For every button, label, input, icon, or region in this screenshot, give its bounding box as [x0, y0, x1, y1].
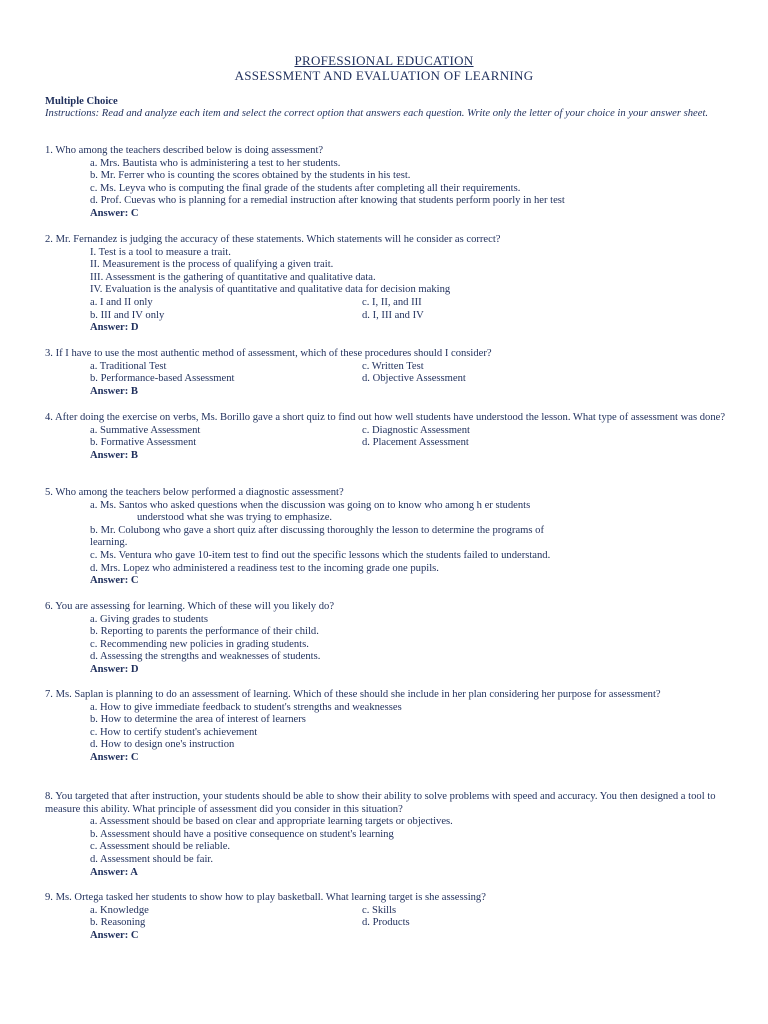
option-continuation: understood what she was trying to emphasize.	[137, 512, 333, 524]
option-row	[45, 905, 735, 918]
option: a. Summative Assessment	[90, 424, 201, 436]
option-row	[45, 437, 735, 450]
question-4	[45, 412, 735, 462]
statement: II. Measurement is the process of qualifying a given trait.	[90, 259, 334, 271]
option: a. Knowledge	[90, 904, 149, 916]
answer-label: Answer: C	[90, 207, 139, 219]
statement: I. Test is a tool to measure a trait.	[90, 246, 231, 258]
option: b. Performance-based Assessment	[90, 373, 235, 385]
option: b. Reasoning	[90, 917, 146, 929]
option: a. Mrs. Bautista who is administering a test to her students.	[90, 157, 341, 169]
answer-label: Answer: D	[90, 663, 139, 675]
option: d. Assessment should be fair.	[90, 853, 213, 865]
question-stem: 4. After doing the exercise on verbs, Ms. Borillo gave a short quiz to find out how well students have understood the lesson. What type of assessment was done?	[45, 412, 726, 423]
option: a. Giving grades to students	[90, 613, 208, 625]
option: c. I, II, and III	[362, 296, 422, 308]
question-stem: 5. Who among the teachers below performed a diagnostic assessment?	[45, 487, 344, 498]
option: a. I and II only	[90, 296, 153, 308]
question-7	[45, 689, 735, 765]
option: d. I, III and IV	[362, 309, 424, 321]
option-continuation: learning.	[90, 537, 128, 549]
question-stem: 1. Who among the teachers described below is doing assessment?	[45, 145, 324, 156]
option-row	[45, 917, 735, 930]
answer-label: Answer: A	[90, 866, 138, 878]
statement: III. Assessment is the gathering of quantitative and qualitative data.	[90, 271, 376, 283]
instructions-text: Instructions: Read and analyze each item and select the correct option that answers each question. Write only the letter of your choice in your answer sheet.	[45, 108, 709, 119]
question-stem: 2. Mr. Fernandez is judging the accuracy of these statements. Which statements will he consider as correct?	[45, 234, 501, 245]
option: d. Assessing the strengths and weaknesses of students.	[90, 651, 321, 663]
option: d. Products	[362, 917, 410, 929]
option: a. Assessment should be based on clear and appropriate learning targets or objectives.	[90, 816, 453, 828]
option: a. How to give immediate feedback to student's strengths and weaknesses	[90, 701, 402, 713]
question-2	[45, 234, 735, 335]
question-stem: 8. You targeted that after instruction, your students should be able to show their ability to solve problems with speed and accuracy. You then designed a tool to measure this ability. What principle of assessment did you consider in this situation?	[45, 791, 716, 815]
statement: IV. Evaluation is the analysis of quantitative and qualitative data for decision making	[90, 284, 451, 296]
option: c. Ms. Ventura who gave 10-item test to find out the specific lessons which the students failed to understand.	[90, 549, 551, 561]
question-8	[45, 791, 735, 879]
option: c. Written Test	[362, 360, 424, 372]
option: b. Reporting to parents the performance of their child.	[90, 626, 319, 638]
question-stem: 9. Ms. Ortega tasked her students to show how to play basketball. What learning target is she assessing?	[45, 892, 486, 903]
question-stem: 7. Ms. Saplan is planning to do an assessment of learning. Which of these should she include in her plan considering her purpose for assessment?	[45, 689, 661, 700]
answer-label: Answer: B	[90, 449, 138, 461]
option: d. Placement Assessment	[362, 437, 469, 449]
option: b. Mr. Ferrer who is counting the scores obtained by the students in his test.	[90, 170, 411, 182]
option-row	[45, 373, 735, 386]
option: c. How to certify student's achievement	[90, 726, 258, 738]
option: c. Skills	[362, 904, 397, 916]
option: d. Mrs. Lopez who administered a readiness test to the incoming grade one pupils.	[90, 562, 439, 574]
question-5	[45, 487, 735, 588]
question-stem: 6. You are assessing for learning. Which of these will you likely do?	[45, 601, 335, 612]
question-9	[45, 892, 735, 942]
option: d. Objective Assessment	[362, 373, 466, 385]
answer-label: Answer: D	[90, 322, 139, 334]
option: d. How to design one's instruction	[90, 739, 235, 751]
option-row	[45, 310, 735, 323]
section-heading: Multiple Choice	[45, 96, 118, 107]
question-stem: 3. If I have to use the most authentic method of assessment, which of these procedures should I consider?	[45, 348, 492, 359]
question-1	[45, 145, 735, 221]
option: b. Assessment should have a positive consequence on student's learning	[90, 828, 394, 840]
option-row	[45, 361, 735, 374]
option: c. Diagnostic Assessment	[362, 424, 470, 436]
option: b. Mr. Colubong who gave a short quiz after discussing thoroughly the lesson to determine the programs of	[90, 524, 544, 536]
question-6	[45, 601, 735, 677]
answer-label: Answer: C	[90, 751, 139, 763]
option: b. III and IV only	[90, 309, 165, 321]
document-title: PROFESSIONAL EDUCATION	[294, 53, 474, 68]
answer-label: Answer: C	[90, 929, 139, 941]
document-subtitle: ASSESSMENT AND EVALUATION OF LEARNING	[234, 68, 534, 83]
option: d. Prof. Cuevas who is planning for a remedial instruction after knowing that students perform poorly in her test	[90, 195, 565, 207]
option: b. Formative Assessment	[90, 437, 197, 449]
option-row	[45, 425, 735, 438]
option: a. Traditional Test	[90, 360, 167, 372]
answer-label: Answer: C	[90, 575, 139, 587]
answer-label: Answer: B	[90, 385, 138, 397]
option: b. How to determine the area of interest of learners	[90, 714, 306, 726]
option-row	[45, 297, 735, 310]
option: c. Recommending new policies in grading students.	[90, 638, 309, 650]
option: c. Ms. Leyva who is computing the final grade of the students after completing all their requirements.	[90, 182, 521, 194]
option: a. Ms. Santos who asked questions when the discussion was going on to know who among h er students	[90, 499, 531, 511]
option: c. Assessment should be reliable.	[90, 841, 231, 853]
question-3	[45, 348, 735, 398]
